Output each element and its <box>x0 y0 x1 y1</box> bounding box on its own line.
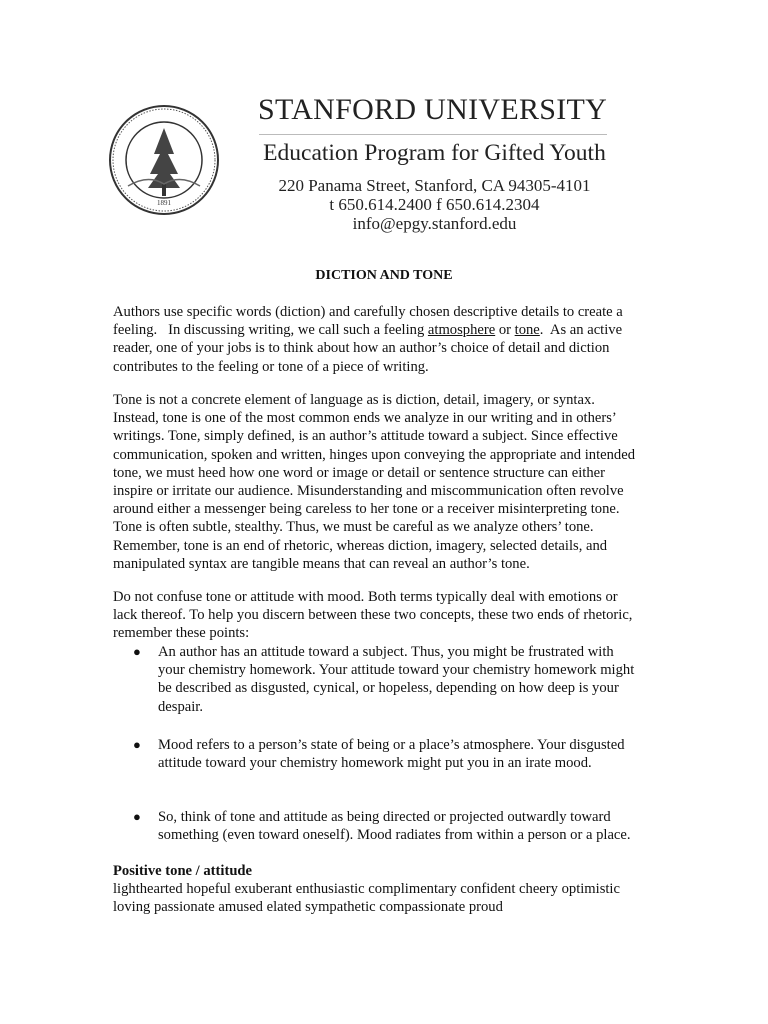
text-span: or <box>495 322 515 339</box>
text-line: Tone is often subtle, stealthy. Thus, we must be careful as we analyze others’ tone. <box>113 519 594 536</box>
underlined-term-tone: tone <box>514 322 540 339</box>
address: 220 Panama Street, Stanford, CA 94305-4101 <box>278 176 591 195</box>
bullet-text <box>158 736 625 772</box>
section-heading: Positive tone / attitude <box>113 863 253 879</box>
paragraph-tone <box>113 391 635 573</box>
header-rule <box>259 134 607 135</box>
text-line: contributes to the feeling or tone of a piece of writing. <box>113 358 429 375</box>
text-line: despair. <box>158 698 203 715</box>
text-line: loving passionate amused elated sympathetic compassionate proud <box>113 899 503 916</box>
bullet-icon: ● <box>133 644 141 659</box>
text-line: Instead, tone is one of the most common ends we analyze in our writing and in others’ <box>113 410 617 427</box>
email: info@epgy.stanford.edu <box>352 214 517 233</box>
text-line: reader, one of your jobs is to think about how an author’s choice of detail and diction <box>113 340 610 357</box>
text-span: feeling. In discussing writing, we call such a feeling <box>113 322 428 339</box>
text-line: around either a messenger being careless to her tone or a receiver misinterpreting tone. <box>113 501 620 518</box>
text-line: attitude toward your chemistry homework might put you in an irate mood. <box>158 755 592 772</box>
text-line: be described as disgusted, cynical, or hopeless, depending on how deep is your <box>158 680 619 697</box>
text-line: something (even toward oneself). Mood radiates from within a person or a place. <box>158 827 631 844</box>
text-line <box>113 321 623 339</box>
university-name: STANFORD UNIVERSITY <box>258 93 608 126</box>
text-line: inspire or irritate our audience. Misunderstanding and miscommunication often revolve <box>113 482 624 499</box>
text-line: your chemistry homework. Your attitude toward your chemistry homework might <box>158 662 635 679</box>
text-line: Remember, tone is an end of rhetoric, whereas diction, imagery, selected details, and <box>113 537 608 554</box>
underlined-term-atmosphere: atmosphere <box>427 322 496 339</box>
document-title: DICTION AND TONE <box>315 268 453 283</box>
text-line: tone, we must heed how one word or image or detail or sentence structure can either <box>113 464 605 481</box>
paragraph-intro <box>113 303 623 376</box>
bullet-text <box>158 808 631 844</box>
phone-fax: t 650.614.2400 f 650.614.2304 <box>329 195 540 214</box>
text-line: communication, spoken and written, hinges upon conveying the appropriate and intended <box>113 446 635 463</box>
text-line: remember these points: <box>113 625 250 642</box>
text-line: An author has an attitude toward a subject. Thus, you might be frustrated with <box>158 644 614 660</box>
text-line: Authors use specific words (diction) and carefully chosen descriptive details to create a <box>113 304 623 320</box>
text-line: Mood refers to a person’s state of being or a place’s atmosphere. Your disgusted <box>158 737 625 753</box>
bullet-icon: ● <box>133 809 141 824</box>
bullet-text <box>158 643 634 716</box>
bullet-icon: ● <box>133 737 141 752</box>
text-line: writings. Tone, simply defined, is an author’s attitude toward a subject. Since effective <box>113 428 618 445</box>
stanford-seal-logo <box>108 104 220 216</box>
text-line: So, think of tone and attitude as being directed or projected outwardly toward <box>158 809 611 825</box>
paragraph-mood <box>113 588 632 643</box>
text-line: Tone is not a concrete element of language as is diction, detail, imagery, or syntax. <box>113 392 595 408</box>
text-span: . As an active <box>539 322 623 339</box>
text-line: manipulated syntax are tangible means that can reveal an author’s tone. <box>113 555 530 572</box>
program-name: Education Program for Gifted Youth <box>263 140 606 166</box>
positive-tone-section <box>113 862 620 917</box>
text-line: lighthearted hopeful exuberant enthusiastic complimentary confident cheery optimistic <box>113 881 620 898</box>
svg-text:1891: 1891 <box>157 199 171 207</box>
text-line: lack thereof. To help you discern between these two concepts, these two ends of rhetoric, <box>113 607 633 624</box>
text-line: Do not confuse tone or attitude with mood. Both terms typically deal with emotions or <box>113 589 618 605</box>
